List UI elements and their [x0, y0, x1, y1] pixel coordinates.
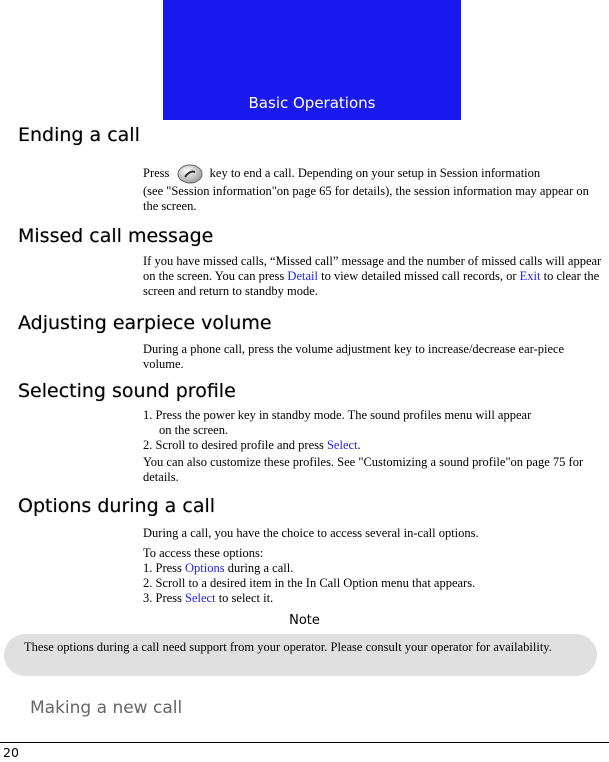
missed-paragraph [143, 254, 606, 299]
options-intro: To access these options: [143, 546, 264, 560]
ending-text-b: key to end a call. Depending on your setup in Session information [209, 165, 541, 180]
ending-text-a: Press [143, 165, 170, 180]
sound-step-2 [143, 438, 606, 453]
page-number: 20 [3, 745, 19, 760]
heading-ending-a-call: Ending a call [18, 124, 140, 146]
select-softkey-label: Select [326, 438, 358, 452]
missed-text-c: to clear the screen and return to standby mode. [143, 269, 600, 298]
options-steps [143, 546, 606, 606]
end-call-key-icon [177, 164, 203, 184]
heading-earpiece-volume: Adjusting earpiece volume [18, 312, 272, 334]
earpiece-paragraph: During a phone call, press the volume adjustment key to increase/decrease ear-piece volume. [143, 342, 565, 371]
footer-divider [0, 742, 609, 743]
chapter-header [163, 0, 461, 120]
heading-sound-profile: Selecting sound profile [18, 380, 236, 402]
missed-text-a: If you have missed calls, “Missed call” message and the number of missed calls will appear on the screen. You can press [143, 254, 602, 283]
sound-step-1-cont: on the screen. [159, 423, 229, 437]
heading-options-during-call: Options during a call [18, 495, 216, 517]
select-softkey-label-2: Select [185, 591, 216, 605]
options-step-1-text: 1. Press [143, 561, 182, 575]
options-step-1 [143, 561, 606, 576]
options-step-2: 2. Scroll to a desired item in the In Call Option menu that appears. [143, 576, 476, 590]
note-label: Note [289, 613, 320, 628]
sound-steps [143, 408, 606, 453]
ending-paragraph-2: (see "Session information"on page 65 for details), the session information may appear on the screen. [143, 184, 589, 213]
options-step-3 [143, 591, 606, 606]
options-step-3-end: to select it. [218, 591, 274, 605]
options-step-1-end: during a call. [227, 561, 294, 575]
note-text: These options during a call need support from your operator. Please consult your operator for availability. [24, 640, 552, 654]
exit-softkey-label: Exit [519, 269, 541, 283]
sound-step-1-text: 1. Press the power key in standby mode. The sound profiles menu will appear [143, 408, 532, 422]
detail-softkey-label: Detail [287, 269, 318, 283]
sound-step-1 [143, 408, 606, 438]
sound-step-2-end: . [357, 438, 361, 452]
chapter-title: Basic Operations [248, 94, 376, 112]
heading-making-new-call: Making a new call [30, 698, 183, 718]
options-softkey-label: Options [185, 561, 225, 575]
heading-missed-call: Missed call message [18, 225, 214, 247]
sound-paragraph: You can also customize these profiles. See "Customizing a sound profile"on page 75 for details. [143, 455, 584, 484]
options-paragraph-1: During a call, you have the choice to access several in-call options. [143, 526, 479, 540]
options-step-3-text: 3. Press [143, 591, 182, 605]
sound-step-2-text: 2. Scroll to desired profile and press [143, 438, 324, 452]
missed-text-b: to view detailed missed call records, or [321, 269, 517, 283]
ending-paragraph [143, 164, 606, 184]
